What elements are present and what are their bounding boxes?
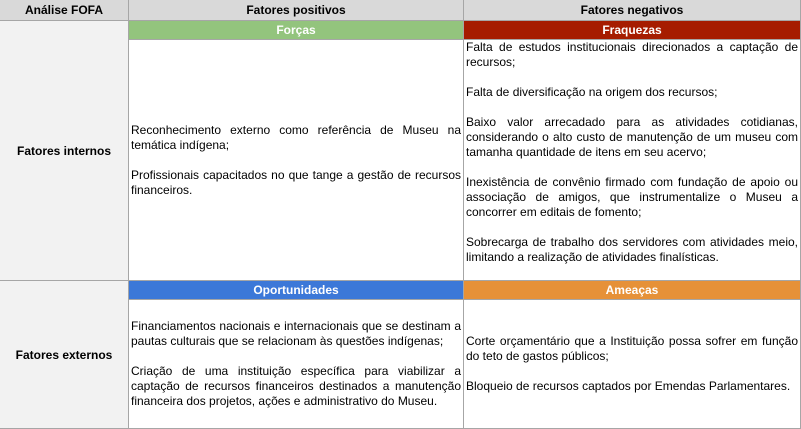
threats-header: Ameaças — [464, 281, 801, 300]
threats-content — [464, 300, 801, 429]
weakness-item: Sobrecarga de trabalho dos servidores com atividades meio, limitando a realização de atividades finalísticas. — [466, 235, 798, 264]
threat-item: Bloqueio de recursos captados por Emendas Parlamentares. — [466, 379, 791, 393]
weakness-item: Baixo valor arrecadado para as atividades cotidianas, considerando o alto custo de manutenção de um museu com tamanha quantidade de itens em seu acervo; — [466, 115, 798, 159]
positive-factors-header: Fatores positivos — [129, 0, 464, 21]
strength-item: Profissionais capacitados no que tange a gestão de recursos financeiros. — [131, 167, 461, 197]
weakness-item: Falta de estudos institucionais direcionados a captação de recursos; — [466, 40, 798, 69]
weakness-item: Inexistência de convênio firmado com fundação de apoio ou associação de amigos, que instrumentalize o Museu a concorrer em editais de fomento; — [466, 175, 798, 219]
weakness-item: Falta de diversificação na origem dos recursos; — [466, 85, 718, 99]
strengths-content — [129, 40, 464, 281]
internal-factors-header: Fatores internos — [0, 21, 129, 281]
threat-item: Corte orçamentário que a Instituição possa sofrer em função do teto de gastos públicos; — [466, 334, 798, 363]
opportunity-item: Criação de uma instituição específica para viabilizar a captação de recursos financeiros destinados a manutenção financeira dos projetos, ações e administrativo do Museu. — [131, 364, 461, 408]
external-factors-header: Fatores externos — [0, 281, 129, 429]
strengths-header: Forças — [129, 21, 464, 40]
corner-header: Análise FOFA — [0, 0, 129, 21]
opportunities-header: Oportunidades — [129, 281, 464, 300]
negative-factors-header: Fatores negativos — [464, 0, 801, 21]
opportunities-content — [129, 300, 464, 429]
opportunity-item: Financiamentos nacionais e internacionais que se destinam a pautas culturais que se relacionam às questões indígenas; — [131, 319, 461, 348]
weaknesses-content — [464, 40, 801, 281]
strength-item: Reconhecimento externo como referência de Museu na temática indígena; — [131, 122, 461, 152]
weaknesses-header: Fraquezas — [464, 21, 801, 40]
